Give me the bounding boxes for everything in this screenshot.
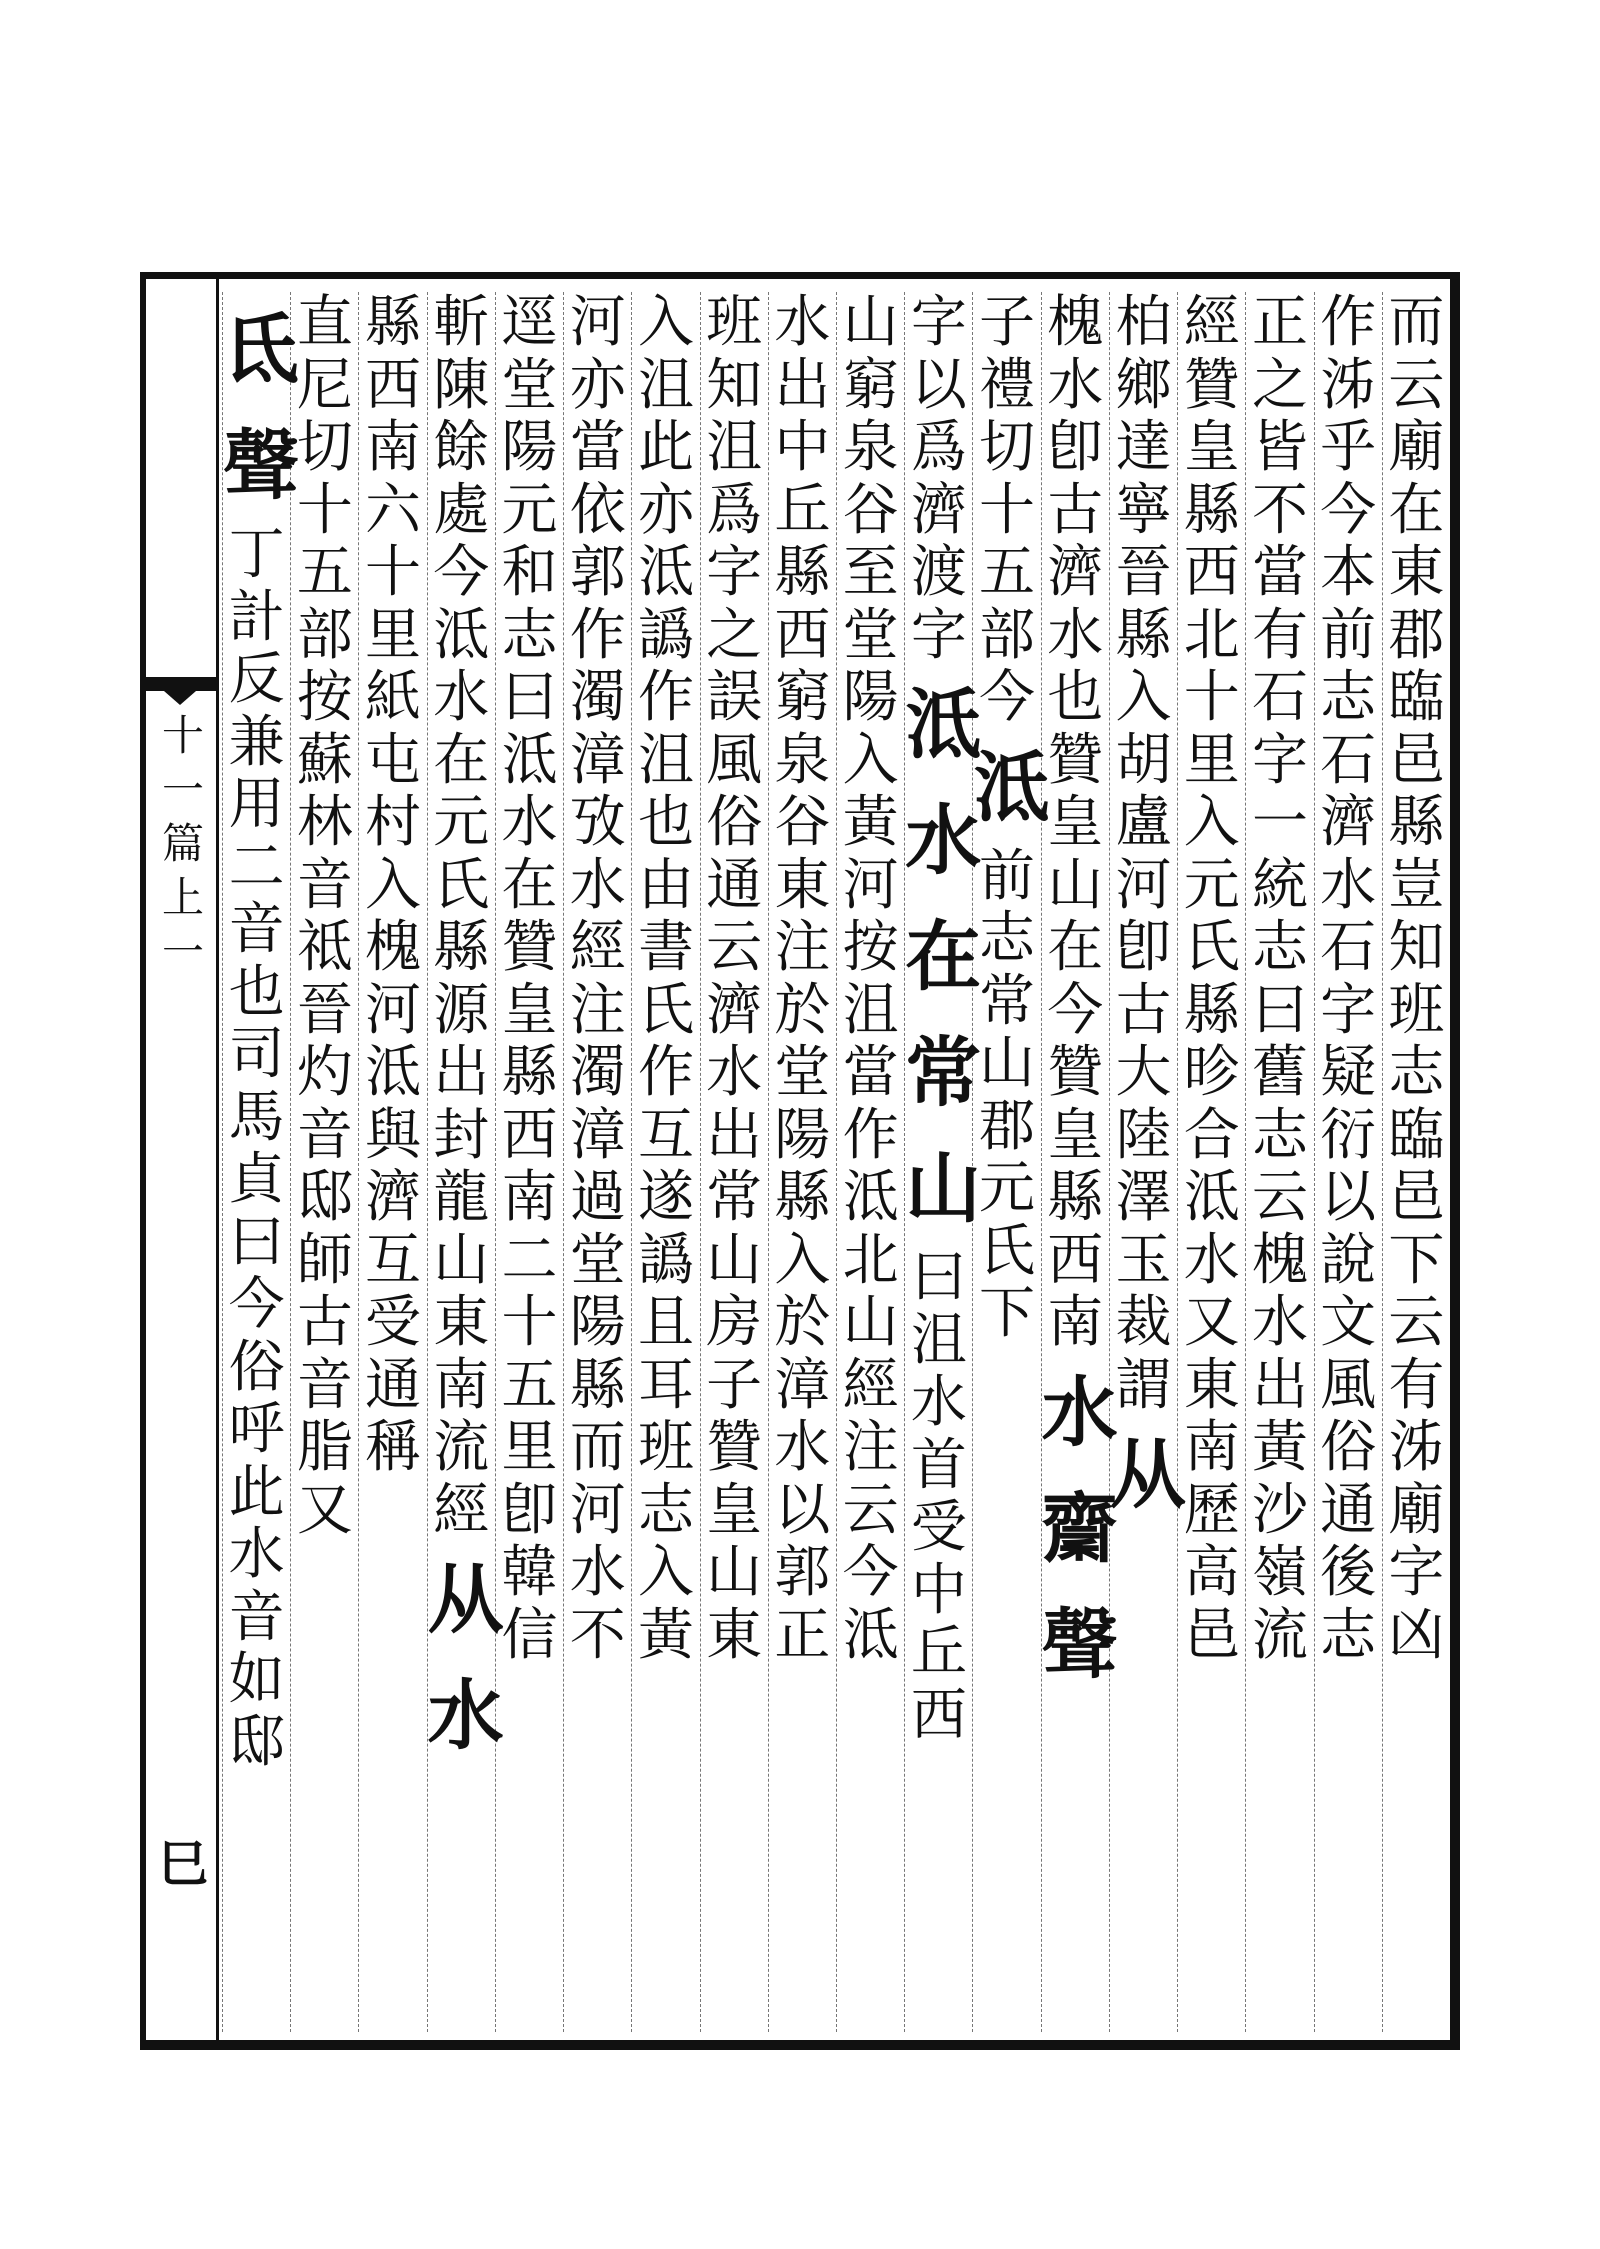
commentary-text: 直 尼 切 十 五 部 按 蘇 林 音 祗 晉 灼 音 邸 師 古 音 脂 又 xyxy=(296,290,353,1543)
headword-text: 氐 聲 xyxy=(223,305,299,510)
commentary-text: 逕 堂 陽 元 和 志 曰 泜 水 在 贊 皇 縣 西 南 二 十 五 里 卽 韓 信 xyxy=(501,290,558,1668)
text-column xyxy=(1382,292,1450,2032)
commentary-text: 正 之 皆 不 當 有 石 字 一 統 志 曰 舊 志 云 槐 水 出 黃 沙 嶺 流 xyxy=(1251,290,1308,1668)
headword-text: 从 水 xyxy=(427,1555,504,1760)
page-number: 巳 xyxy=(158,1834,208,1893)
commentary-text: 字 以 爲 濟 渡 字 xyxy=(910,290,967,668)
center-margin-strip xyxy=(146,279,220,2040)
text-column xyxy=(700,292,768,2032)
commentary-text: 曰 沮 水 首 受 中 丘 西 xyxy=(910,1245,967,1748)
headword-text: 从 xyxy=(1109,1430,1186,1519)
commentary-text: 作 泲 乎 今 本 前 志 石 濟 水 石 字 疑 衍 以 說 文 風 俗 通 後 志 xyxy=(1320,290,1377,1668)
commentary-text: 而 云 廟 在 東 郡 臨 邑 縣 豈 知 班 志 臨 邑 下 云 有 泲 廟 字 凶 xyxy=(1388,290,1445,1668)
text-column xyxy=(290,292,358,2032)
text-column xyxy=(836,292,904,2032)
text-column xyxy=(904,290,982,2032)
commentary-text: 子 禮 切 十 五 部 今 xyxy=(979,290,1036,730)
commentary-text: 班 知 沮 爲 字 之 誤 風 俗 通 云 濟 水 出 常 山 房 子 贊 皇 山 東 xyxy=(706,290,763,1668)
commentary-text: 河 亦 當 依 郭 作 濁 漳 攷 水 經 注 濁 漳 過 堂 陽 縣 而 河 水 不 xyxy=(569,290,626,1668)
commentary-text: 丁 計 反 兼 用 二 音 也 司 馬 貞 曰 今 俗 呼 此 水 音 如 邸 xyxy=(228,522,285,1775)
commentary-text: 水 出 中 丘 縣 西 窮 泉 谷 東 注 於 堂 陽 縣 入 於 漳 水 以 郭 正 xyxy=(774,290,831,1668)
text-column xyxy=(1177,292,1245,2032)
text-columns xyxy=(222,282,1450,2037)
text-column xyxy=(768,292,836,2032)
text-column xyxy=(427,290,504,2032)
commentary-text: 前 志 常 山 郡 元 氏 下 xyxy=(979,843,1036,1346)
headword-text: 泜 水 在 常 山 xyxy=(905,680,982,1233)
text-column xyxy=(631,292,699,2032)
text-column xyxy=(358,292,426,2032)
commentary-text: 斬 陳 餘 處 今 泜 水 在 元 氏 縣 源 出 封 龍 山 東 南 流 經 xyxy=(433,290,490,1543)
commentary-text: 山 窮 泉 谷 至 堂 陽 入 黃 河 按 沮 當 作 泜 北 山 經 注 云 今 泜 xyxy=(842,290,899,1668)
text-column xyxy=(495,292,563,2032)
commentary-text: 入 沮 此 亦 泜 譌 作 沮 也 由 書 氏 作 互 遂 譌 且 耳 班 志 入 黃 xyxy=(637,290,694,1668)
text-column xyxy=(972,290,1050,2032)
text-column xyxy=(222,292,299,2032)
fishtail-mark xyxy=(146,677,216,691)
headword-text: 泜 xyxy=(973,742,1050,832)
text-column xyxy=(563,292,631,2032)
text-column xyxy=(1314,292,1382,2032)
headword-text: 水 𪗉 聲 xyxy=(1041,1367,1118,1689)
commentary-text: 經 贊 皇 縣 西 北 十 里 入 元 氏 縣 昣 合 泜 水 又 東 南 歷 高 邑 xyxy=(1183,290,1240,1668)
text-column xyxy=(1109,290,1186,2032)
text-column xyxy=(1041,290,1118,2032)
text-column xyxy=(1245,292,1313,2032)
commentary-text: 縣 西 南 六 十 里 紙 屯 村 入 槐 河 泜 與 濟 互 受 通 稱 xyxy=(365,290,422,1480)
commentary-text: 槐 水 卽 古 濟 水 也 贊 皇 山 在 今 贊 皇 縣 西 南 xyxy=(1047,290,1104,1355)
margin-rule xyxy=(216,279,219,2040)
juan-label: 十 一 篇 上 一 xyxy=(161,711,204,976)
commentary-text: 柏 鄉 達 寧 晉 縣 入 胡 盧 河 卽 古 大 陸 澤 玉 裁 謂 xyxy=(1115,290,1172,1418)
